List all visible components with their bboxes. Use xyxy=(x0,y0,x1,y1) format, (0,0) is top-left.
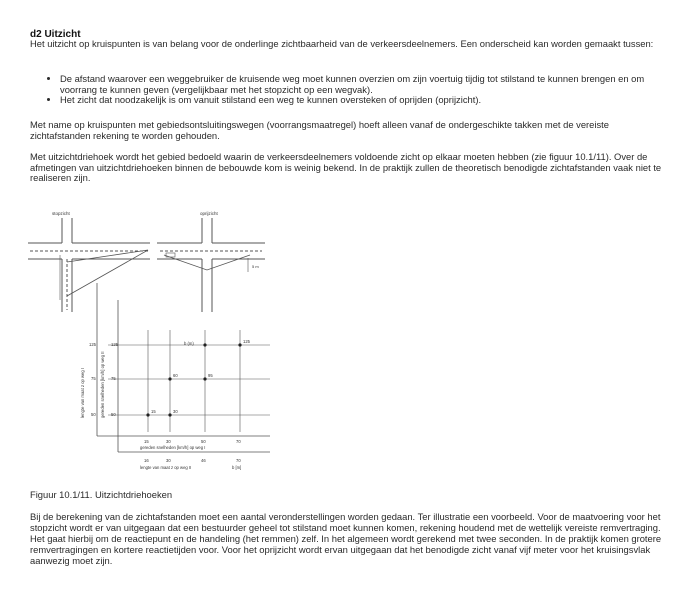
x-tick: 30 xyxy=(166,458,171,463)
section-heading: d2 Uitzicht xyxy=(30,29,81,40)
bullet-item: • De afstand waarover een weggebruiker de kruisende weg moet kunnen overzien om zijn voertuig tijdig tot stilstand te kunnen brengen en om voorrang te kunnen geven (vergelijkbaar met het stopzicht op een wegvak). xyxy=(60,74,680,95)
y-tick: 125 xyxy=(89,342,96,347)
y-axis-label: gereden snelheden [km/h] op weg II xyxy=(100,351,105,418)
x-tick: 30 xyxy=(166,439,171,444)
x-tick: 70 xyxy=(236,458,241,463)
x-tick: 16 xyxy=(144,458,149,463)
figure-caption: Figuur 10.1/11. Uitzichtdriehoeken xyxy=(30,489,173,500)
y-tick: 125 xyxy=(111,342,118,347)
x-tick: 70 xyxy=(236,439,241,444)
y-tick: 75 xyxy=(111,376,116,381)
point-label: 30 xyxy=(173,409,178,414)
chart-axes xyxy=(97,283,270,452)
oprijzicht-diagram xyxy=(157,218,265,312)
oprijzicht-label: oprijzicht xyxy=(200,211,218,216)
x-tick: 50 xyxy=(201,439,206,444)
chart-point xyxy=(203,343,206,346)
x-axis-label: gereden snelheden [km/h] op weg I xyxy=(140,445,206,450)
x-tick: 15 xyxy=(144,439,149,444)
x-axis-label: lengte van maat z op weg II xyxy=(140,465,192,470)
y-tick: 75 xyxy=(91,376,96,381)
bullet-item: • Het zicht dat noodzakelijk is om vanuit stilstand een weg te kunnen oversteken of oprijden (oprijzicht). xyxy=(60,95,680,106)
paragraph-voorrang: Met name op kruispunten met gebiedsontsluitingswegen (voorrangsmaatregel) hoeft alleen vanaf de ondergeschikte takken met de vereiste zichtafstanden rekening te worden gehouden. xyxy=(30,119,609,141)
intro-paragraph: Het uitzicht op kruispunten is van belang voor de onderlinge zichtbaarheid van de verkeersdeelnemers. Een onderscheid kan worden gemaakt tussen: xyxy=(30,38,654,49)
chart-point xyxy=(238,343,241,346)
point-label: 95 xyxy=(208,373,213,378)
point-label: 15 xyxy=(151,409,156,414)
point-label: 60 xyxy=(173,373,178,378)
y-axis-label: lengte van maat z op weg I xyxy=(80,367,85,418)
chart-point xyxy=(203,377,206,380)
y-tick: 50 xyxy=(91,412,96,417)
paragraph-uitzichtdriehoek: Met uitzichtdriehoek wordt het gebied bedoeld waarin de verkeersdeelnemers voldoende zicht op elkaar moeten hebben (zie figuur 10.1/11). Over de afmetingen van uitzichtdriehoeken binnen de bebouwde kom is weinig bekend. In de praktijk zullen de theoretisch benodigde zichtafstanden vaak niet te realiseren zijn. xyxy=(30,151,662,184)
legend-label: b (m) xyxy=(184,341,194,346)
chart-point xyxy=(146,413,149,416)
point-label: 125 xyxy=(243,339,250,344)
chart-point xyxy=(168,377,171,380)
chart-point xyxy=(168,413,171,416)
stopzicht-label: stopzicht xyxy=(52,211,70,216)
paragraph-berekening: Bij de berekening van de zichtafstanden moet een aantal veronderstellingen worden gedaan. Ter illustratie een voorbeeld. Voor de maatvoering voor het stopzicht wordt er van uitgegaan dat een bestuurder geheel tot stilstand moet kunnen komen, rekening houdend met de wettelijk vereiste remvertraging. Het gaat hierbij om de reactiepunt en de handeling (het remmen) zelf. In het algemeen wordt gerekend met twee seconden. In de praktijk komen grotere remvertragingen en kortere reactietijden voor. Voor het oprijzicht wordt ervan uitgegaan dat het benodigde zicht vanaf vijf meter voor het kruisingsvlak aanwezig moet zijn. xyxy=(30,511,662,566)
x-axis-unit: b [m] xyxy=(232,465,242,470)
y-tick: 50 xyxy=(111,412,116,417)
x-tick: 46 xyxy=(201,458,206,463)
dimension-label: 5 m xyxy=(252,264,259,269)
stopzicht-diagram xyxy=(28,218,150,312)
